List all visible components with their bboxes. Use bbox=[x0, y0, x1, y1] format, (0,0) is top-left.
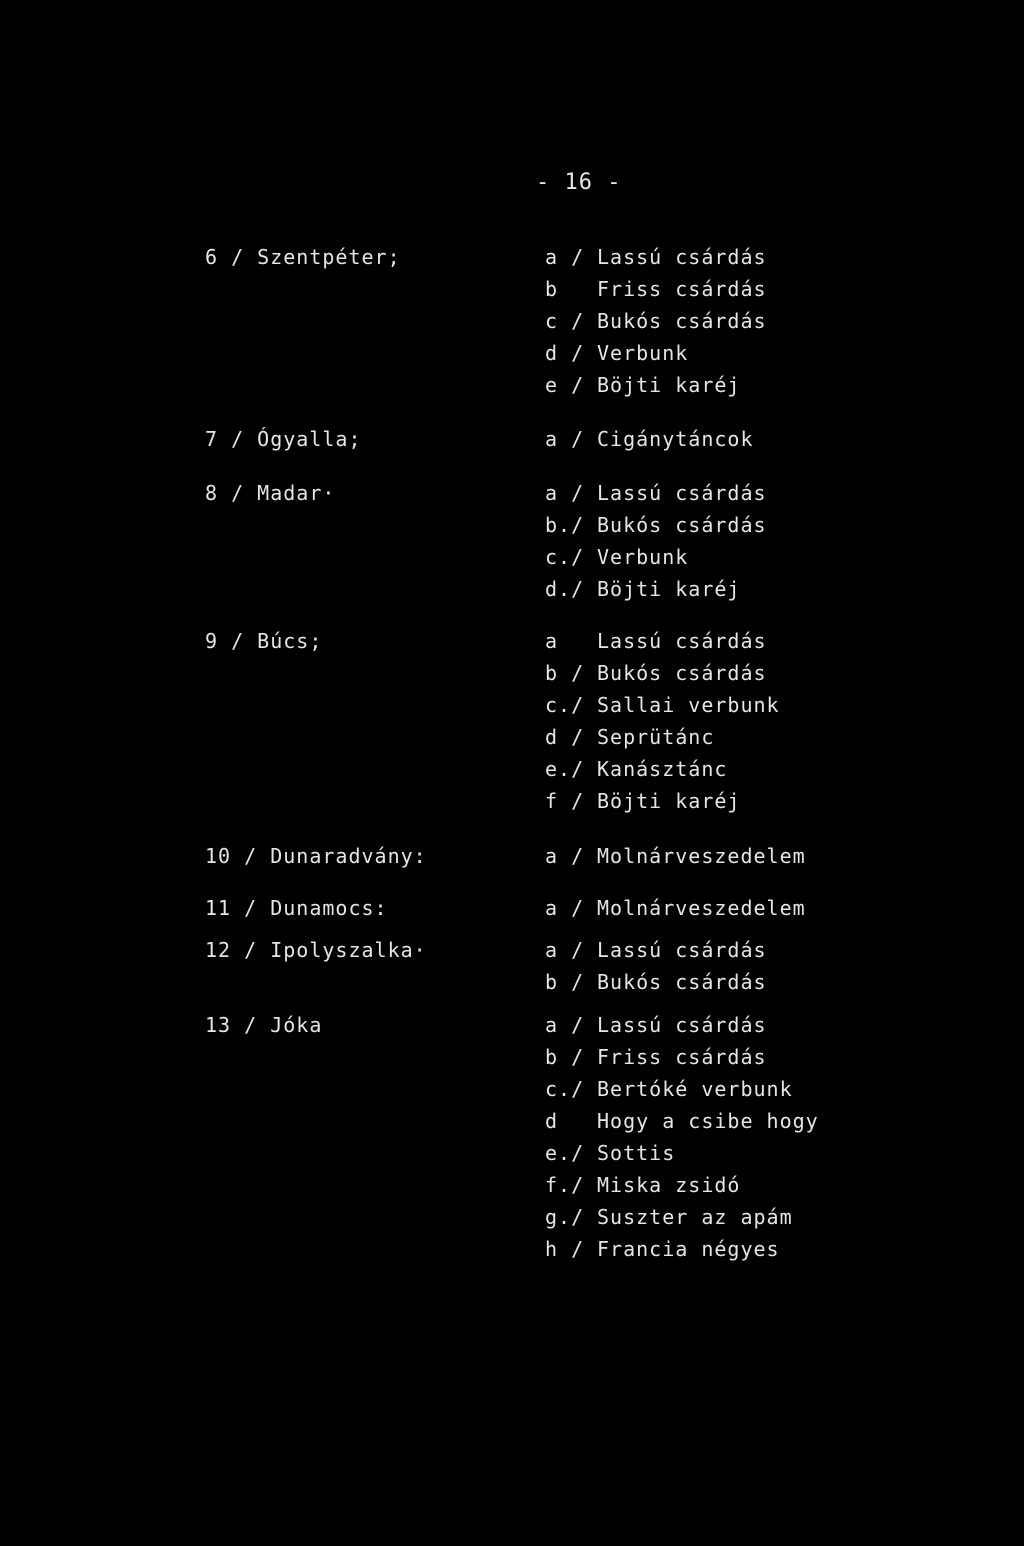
dance-item bbox=[545, 305, 767, 337]
dance-item bbox=[545, 509, 767, 541]
item-letter: e./ bbox=[545, 757, 585, 781]
dance-item bbox=[545, 369, 767, 401]
dance-list bbox=[545, 1009, 819, 1265]
item-letter: c / bbox=[545, 309, 585, 333]
dance-item bbox=[545, 657, 780, 689]
dance-list bbox=[545, 892, 806, 924]
place-name: 7 / Ógyalla; bbox=[205, 427, 362, 451]
dance-title: Seprütánc bbox=[597, 725, 715, 749]
dance-title: Lassú csárdás bbox=[597, 629, 767, 653]
dance-title: Friss csárdás bbox=[597, 277, 767, 301]
place-name: 13 / Jóka bbox=[205, 1013, 323, 1037]
dance-item bbox=[545, 966, 767, 998]
item-letter: d bbox=[545, 1109, 559, 1133]
item-letter: c./ bbox=[545, 545, 585, 569]
dance-title: Verbunk bbox=[597, 545, 689, 569]
dance-item bbox=[545, 625, 780, 657]
page-number: - 16 - bbox=[536, 170, 622, 195]
item-letter: e / bbox=[545, 373, 585, 397]
dance-title: Kanásztánc bbox=[597, 757, 728, 781]
dance-title: Miska zsidó bbox=[597, 1173, 741, 1197]
dance-title: Sallai verbunk bbox=[597, 693, 780, 717]
place-name: 8 / Madar· bbox=[205, 481, 336, 505]
dance-item bbox=[545, 721, 780, 753]
item-letter: a / bbox=[545, 481, 585, 505]
dance-item bbox=[545, 753, 780, 785]
dance-item bbox=[545, 785, 780, 817]
item-letter: g./ bbox=[545, 1205, 585, 1229]
dance-title: Lassú csárdás bbox=[597, 481, 767, 505]
dance-title: Suszter az apám bbox=[597, 1205, 793, 1229]
item-letter: a / bbox=[545, 427, 585, 451]
dance-title: Lassú csárdás bbox=[597, 938, 767, 962]
dance-item bbox=[545, 1169, 819, 1201]
dance-item bbox=[545, 1041, 819, 1073]
dance-item bbox=[545, 1073, 819, 1105]
dance-item bbox=[545, 573, 767, 605]
dance-list bbox=[545, 934, 767, 998]
dance-item bbox=[545, 1009, 819, 1041]
dance-item bbox=[545, 337, 767, 369]
dance-item bbox=[545, 241, 767, 273]
dance-list bbox=[545, 840, 806, 872]
item-letter: a / bbox=[545, 938, 585, 962]
item-letter: h / bbox=[545, 1237, 585, 1261]
item-letter: f / bbox=[545, 789, 585, 813]
item-letter: a bbox=[545, 629, 559, 653]
item-letter: a / bbox=[545, 896, 585, 920]
dance-title: Verbunk bbox=[597, 341, 689, 365]
place-name: 10 / Dunaradvány: bbox=[205, 844, 427, 868]
item-letter: f./ bbox=[545, 1173, 585, 1197]
dance-title: Böjti karéj bbox=[597, 373, 741, 397]
dance-title: Bertóké verbunk bbox=[597, 1077, 793, 1101]
dance-item bbox=[545, 477, 767, 509]
dance-list bbox=[545, 423, 754, 455]
dance-title: Bukós csárdás bbox=[597, 970, 767, 994]
dance-title: Lassú csárdás bbox=[597, 1013, 767, 1037]
place-name: 12 / Ipolyszalka· bbox=[205, 938, 427, 962]
dance-item bbox=[545, 1105, 819, 1137]
item-letter: b./ bbox=[545, 513, 585, 537]
dance-title: Molnárveszedelem bbox=[597, 896, 806, 920]
dance-title: Böjti karéj bbox=[597, 577, 741, 601]
dance-item bbox=[545, 689, 780, 721]
item-letter: c./ bbox=[545, 693, 585, 717]
item-letter: a / bbox=[545, 1013, 585, 1037]
dance-item bbox=[545, 273, 767, 305]
dance-title: Molnárveszedelem bbox=[597, 844, 806, 868]
dance-list bbox=[545, 477, 767, 605]
dance-title: Francia négyes bbox=[597, 1237, 780, 1261]
dance-item bbox=[545, 1201, 819, 1233]
item-letter: b / bbox=[545, 1045, 585, 1069]
dance-title: Bukós csárdás bbox=[597, 661, 767, 685]
dance-title: Cigánytáncok bbox=[597, 427, 754, 451]
place-name: 11 / Dunamocs: bbox=[205, 896, 388, 920]
item-letter: d / bbox=[545, 341, 585, 365]
dance-item bbox=[545, 840, 806, 872]
dance-list bbox=[545, 241, 767, 401]
item-letter: a / bbox=[545, 245, 585, 269]
dance-item bbox=[545, 934, 767, 966]
dance-item bbox=[545, 892, 806, 924]
dance-title: Bukós csárdás bbox=[597, 309, 767, 333]
dance-title: Bukós csárdás bbox=[597, 513, 767, 537]
item-letter: b / bbox=[545, 970, 585, 994]
place-name: 9 / Búcs; bbox=[205, 629, 323, 653]
dance-title: Friss csárdás bbox=[597, 1045, 767, 1069]
dance-item bbox=[545, 541, 767, 573]
item-letter: e./ bbox=[545, 1141, 585, 1165]
dance-item bbox=[545, 1233, 819, 1265]
dance-item bbox=[545, 423, 754, 455]
dance-title: Hogy a csibe hogy bbox=[597, 1109, 819, 1133]
dance-title: Lassú csárdás bbox=[597, 245, 767, 269]
item-letter: c./ bbox=[545, 1077, 585, 1101]
dance-list bbox=[545, 625, 780, 817]
item-letter: b / bbox=[545, 661, 585, 685]
item-letter: d./ bbox=[545, 577, 585, 601]
dance-title: Böjti karéj bbox=[597, 789, 741, 813]
place-name: 6 / Szentpéter; bbox=[205, 245, 401, 269]
dance-item bbox=[545, 1137, 819, 1169]
item-letter: b bbox=[545, 277, 559, 301]
dance-title: Sottis bbox=[597, 1141, 676, 1165]
item-letter: a / bbox=[545, 844, 585, 868]
item-letter: d / bbox=[545, 725, 585, 749]
